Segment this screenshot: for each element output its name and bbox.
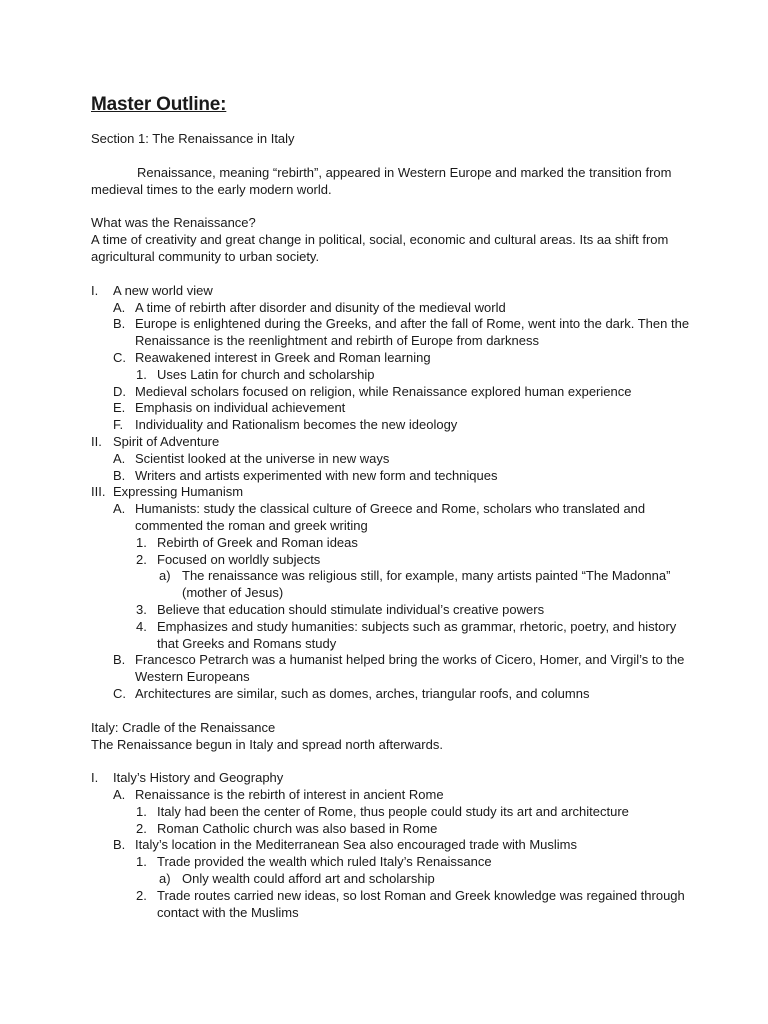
outline-item: III. Expressing Humanism bbox=[91, 484, 244, 500]
outline-item: B. Europe is enlightened during the Greeks, and after the fall of Rome, went into the dark. Then the Renaissance is the reenlightment and rebirth of Europe from darkness bbox=[113, 316, 690, 349]
outline-item: 2. Trade routes carried new ideas, so lost Roman and Greek knowledge was regained through contact with the Muslims bbox=[136, 887, 685, 920]
intro-paragraph: Renaissance, meaning “rebirth”, appeared in Western Europe and marked the transition from medieval times to the early modern world. bbox=[91, 164, 672, 197]
outline-item: B. Writers and artists experimented with new form and techniques bbox=[113, 467, 498, 483]
question-heading: What was the Renaissance? bbox=[91, 215, 256, 231]
outline-item: 1. Uses Latin for church and scholarship bbox=[136, 366, 375, 382]
outline-item: 1. Italy had been the center of Rome, thus people could study its art and architecture bbox=[136, 803, 629, 819]
outline-item: B. Italy’s location in the Mediterranean Sea also encouraged trade with Muslims bbox=[113, 837, 577, 853]
outline-item: D. Medieval scholars focused on religion, while Renaissance explored human experience bbox=[113, 383, 632, 399]
outline-item: A. Scientist looked at the universe in new ways bbox=[113, 450, 390, 466]
outline-item: 2. Focused on worldly subjects bbox=[136, 551, 321, 567]
italy-paragraph: The Renaissance begun in Italy and spread north afterwards. bbox=[91, 736, 443, 752]
document-body bbox=[91, 131, 691, 921]
outline-item: B. Francesco Petrarch was a humanist helped bring the works of Cicero, Homer, and Virgil’s to the Western Europeans bbox=[113, 652, 685, 685]
outline-item: 4. Emphasizes and study humanities: subjects such as grammar, rhetoric, poetry, and history that Greeks and Romans study bbox=[136, 618, 677, 651]
outline-item: 2. Roman Catholic church was also based in Rome bbox=[136, 820, 438, 836]
outline-item: I. Italy’s History and Geography bbox=[91, 770, 284, 786]
outline-item: A. Renaissance is the rebirth of interest in ancient Rome bbox=[113, 787, 444, 803]
outline-item: 1. Rebirth of Greek and Roman ideas bbox=[136, 534, 358, 550]
outline-item: C. Architectures are similar, such as domes, arches, triangular roofs, and columns bbox=[113, 685, 590, 701]
outline-italy bbox=[91, 770, 691, 921]
outline-item: II. Spirit of Adventure bbox=[91, 433, 220, 449]
outline-item: I. A new world view bbox=[91, 282, 213, 298]
outline-item: A. Humanists: study the classical culture of Greece and Rome, scholars who translated and commented the roman and greek writing bbox=[113, 501, 646, 533]
outline-renaissance bbox=[91, 283, 691, 703]
outline-item: A. A time of rebirth after disorder and disunity of the medieval world bbox=[113, 299, 506, 315]
outline-item: F. Individuality and Rationalism becomes the new ideology bbox=[113, 417, 458, 433]
outline-item: 1. Trade provided the wealth which ruled Italy’s Renaissance bbox=[136, 854, 492, 870]
italy-heading: Italy: Cradle of the Renaissance bbox=[91, 719, 276, 735]
outline-item: C. Reawakened interest in Greek and Roman learning bbox=[113, 349, 431, 365]
question-answer: A time of creativity and great change in political, social, economic and cultural areas. Its aa shift from agricultural community to urban society. bbox=[91, 232, 669, 264]
document-title: Master Outline: bbox=[91, 94, 227, 115]
outline-item: 3. Believe that education should stimulate individual’s creative powers bbox=[136, 601, 545, 617]
section-heading: Section 1: The Renaissance in Italy bbox=[91, 131, 295, 146]
outline-item: a) The renaissance was religious still, for example, many artists painted “The Madonna” (mother of Jesus) bbox=[159, 568, 671, 601]
outline-item: E. Emphasis on individual achievement bbox=[113, 400, 346, 416]
outline-item: a) Only wealth could afford art and scholarship bbox=[159, 871, 435, 887]
